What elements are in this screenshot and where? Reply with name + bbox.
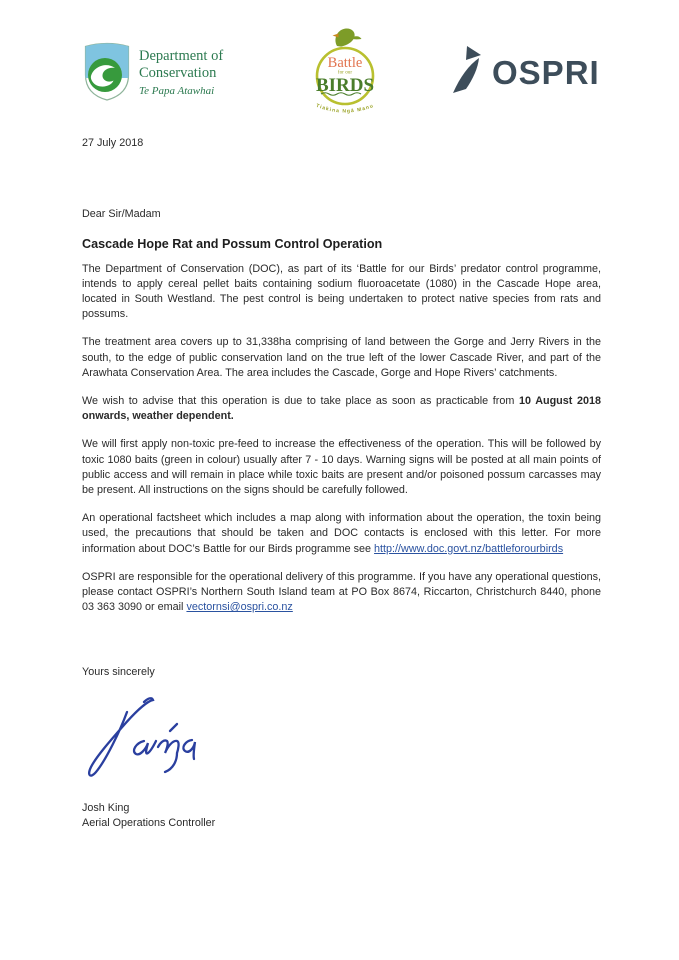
doc-logo-tagline: Te Papa Atawhai — [139, 85, 215, 97]
paragraph-5 — [82, 511, 601, 557]
paragraph-6 — [82, 570, 601, 616]
bird-icon — [333, 28, 362, 46]
ospri-email-link[interactable]: vectornsi@ospri.co.nz — [186, 601, 293, 614]
paragraph-6-text: OSPRI are responsible for the operational delivery of this programme. If you have any operational questions, please contact OSPRI’s Northern South Island team at PO Box 8674, Riccarton, Christchurch 8440, phone 03 363 3090 or email — [82, 570, 601, 614]
paragraph-4: We will first apply non-toxic pre-feed to increase the effectiveness of the operation. This will be followed by toxic 1080 baits (green in colour) usually after 7 - 10 days. Warning signs will be posted at all main points of public access and will remain in place while toxic baits are present and/or poisoned possum carcasses may be present. All instructions on the signs should be carefully followed. — [82, 438, 601, 497]
signature-block — [82, 689, 601, 801]
bfob-tagline: Tiakina Ngā Manu — [315, 102, 375, 115]
paragraph-3-text: We wish to advise that this operation is due to take place as soon as practicable from — [82, 395, 519, 408]
signatory-title: Aerial Operations Controller — [82, 817, 216, 830]
signatory — [82, 801, 601, 832]
letter-body — [82, 136, 601, 832]
paragraph-3 — [82, 394, 601, 424]
paragraph-1: The Department of Conservation (DOC), as part of its ‘Battle for our Birds’ predator control programme, intends to apply cereal pellet baits containing sodium fluoroacetate (1080) in the Cascade Hope area, located in South Westland. The pest control is being undertaken to protect native species from rats and possums. — [82, 262, 601, 321]
doc-shield-icon — [84, 42, 130, 107]
doc-logo — [84, 42, 223, 107]
doc-website-link[interactable]: http://www.doc.govt.nz/battleforourbirds — [374, 542, 564, 555]
battle-for-our-birds-logo — [299, 26, 391, 127]
valediction: Yours sincerely — [82, 666, 155, 679]
paragraph-3-bold-date: 10 August 2018 onwards, weather dependent. — [82, 395, 602, 423]
signatory-name: Josh King — [82, 801, 130, 814]
subject-heading: Cascade Hope Rat and Possum Control Operation — [82, 237, 383, 252]
paragraph-2: The treatment area covers up to 31,338ha comprising of land between the Gorge and Jerry Rivers in the south, to the edge of public conservation land on the true left of the lower Cascade River, and part of the Arawhata Conservation Area. The area includes the Cascade, Gorge and Hope Rivers’ catchments. — [82, 336, 601, 379]
ospri-sail-icon — [452, 46, 482, 99]
doc-logo-line2: Conservation — [139, 65, 217, 81]
bfob-word-forour: for our — [337, 69, 353, 76]
doc-logo-line1: Department of — [139, 48, 224, 64]
bfob-word-battle: Battle — [327, 55, 363, 71]
ospri-logo — [452, 46, 600, 99]
bfob-word-birds: BIRDS — [315, 75, 375, 96]
letter-date: 27 July 2018 — [82, 137, 144, 149]
handwritten-signature — [82, 779, 207, 791]
salutation: Dear Sir/Madam — [82, 208, 161, 221]
ospri-wordmark: OSPRI — [492, 53, 600, 91]
paragraph-5-text: An operational factsheet which includes a map along with information about the operation, the toxin being used, the precautions that should be taken and DOC contacts is enclosed with this letter. For more information about DOC’s Battle for our Birds programme see — [82, 512, 601, 555]
